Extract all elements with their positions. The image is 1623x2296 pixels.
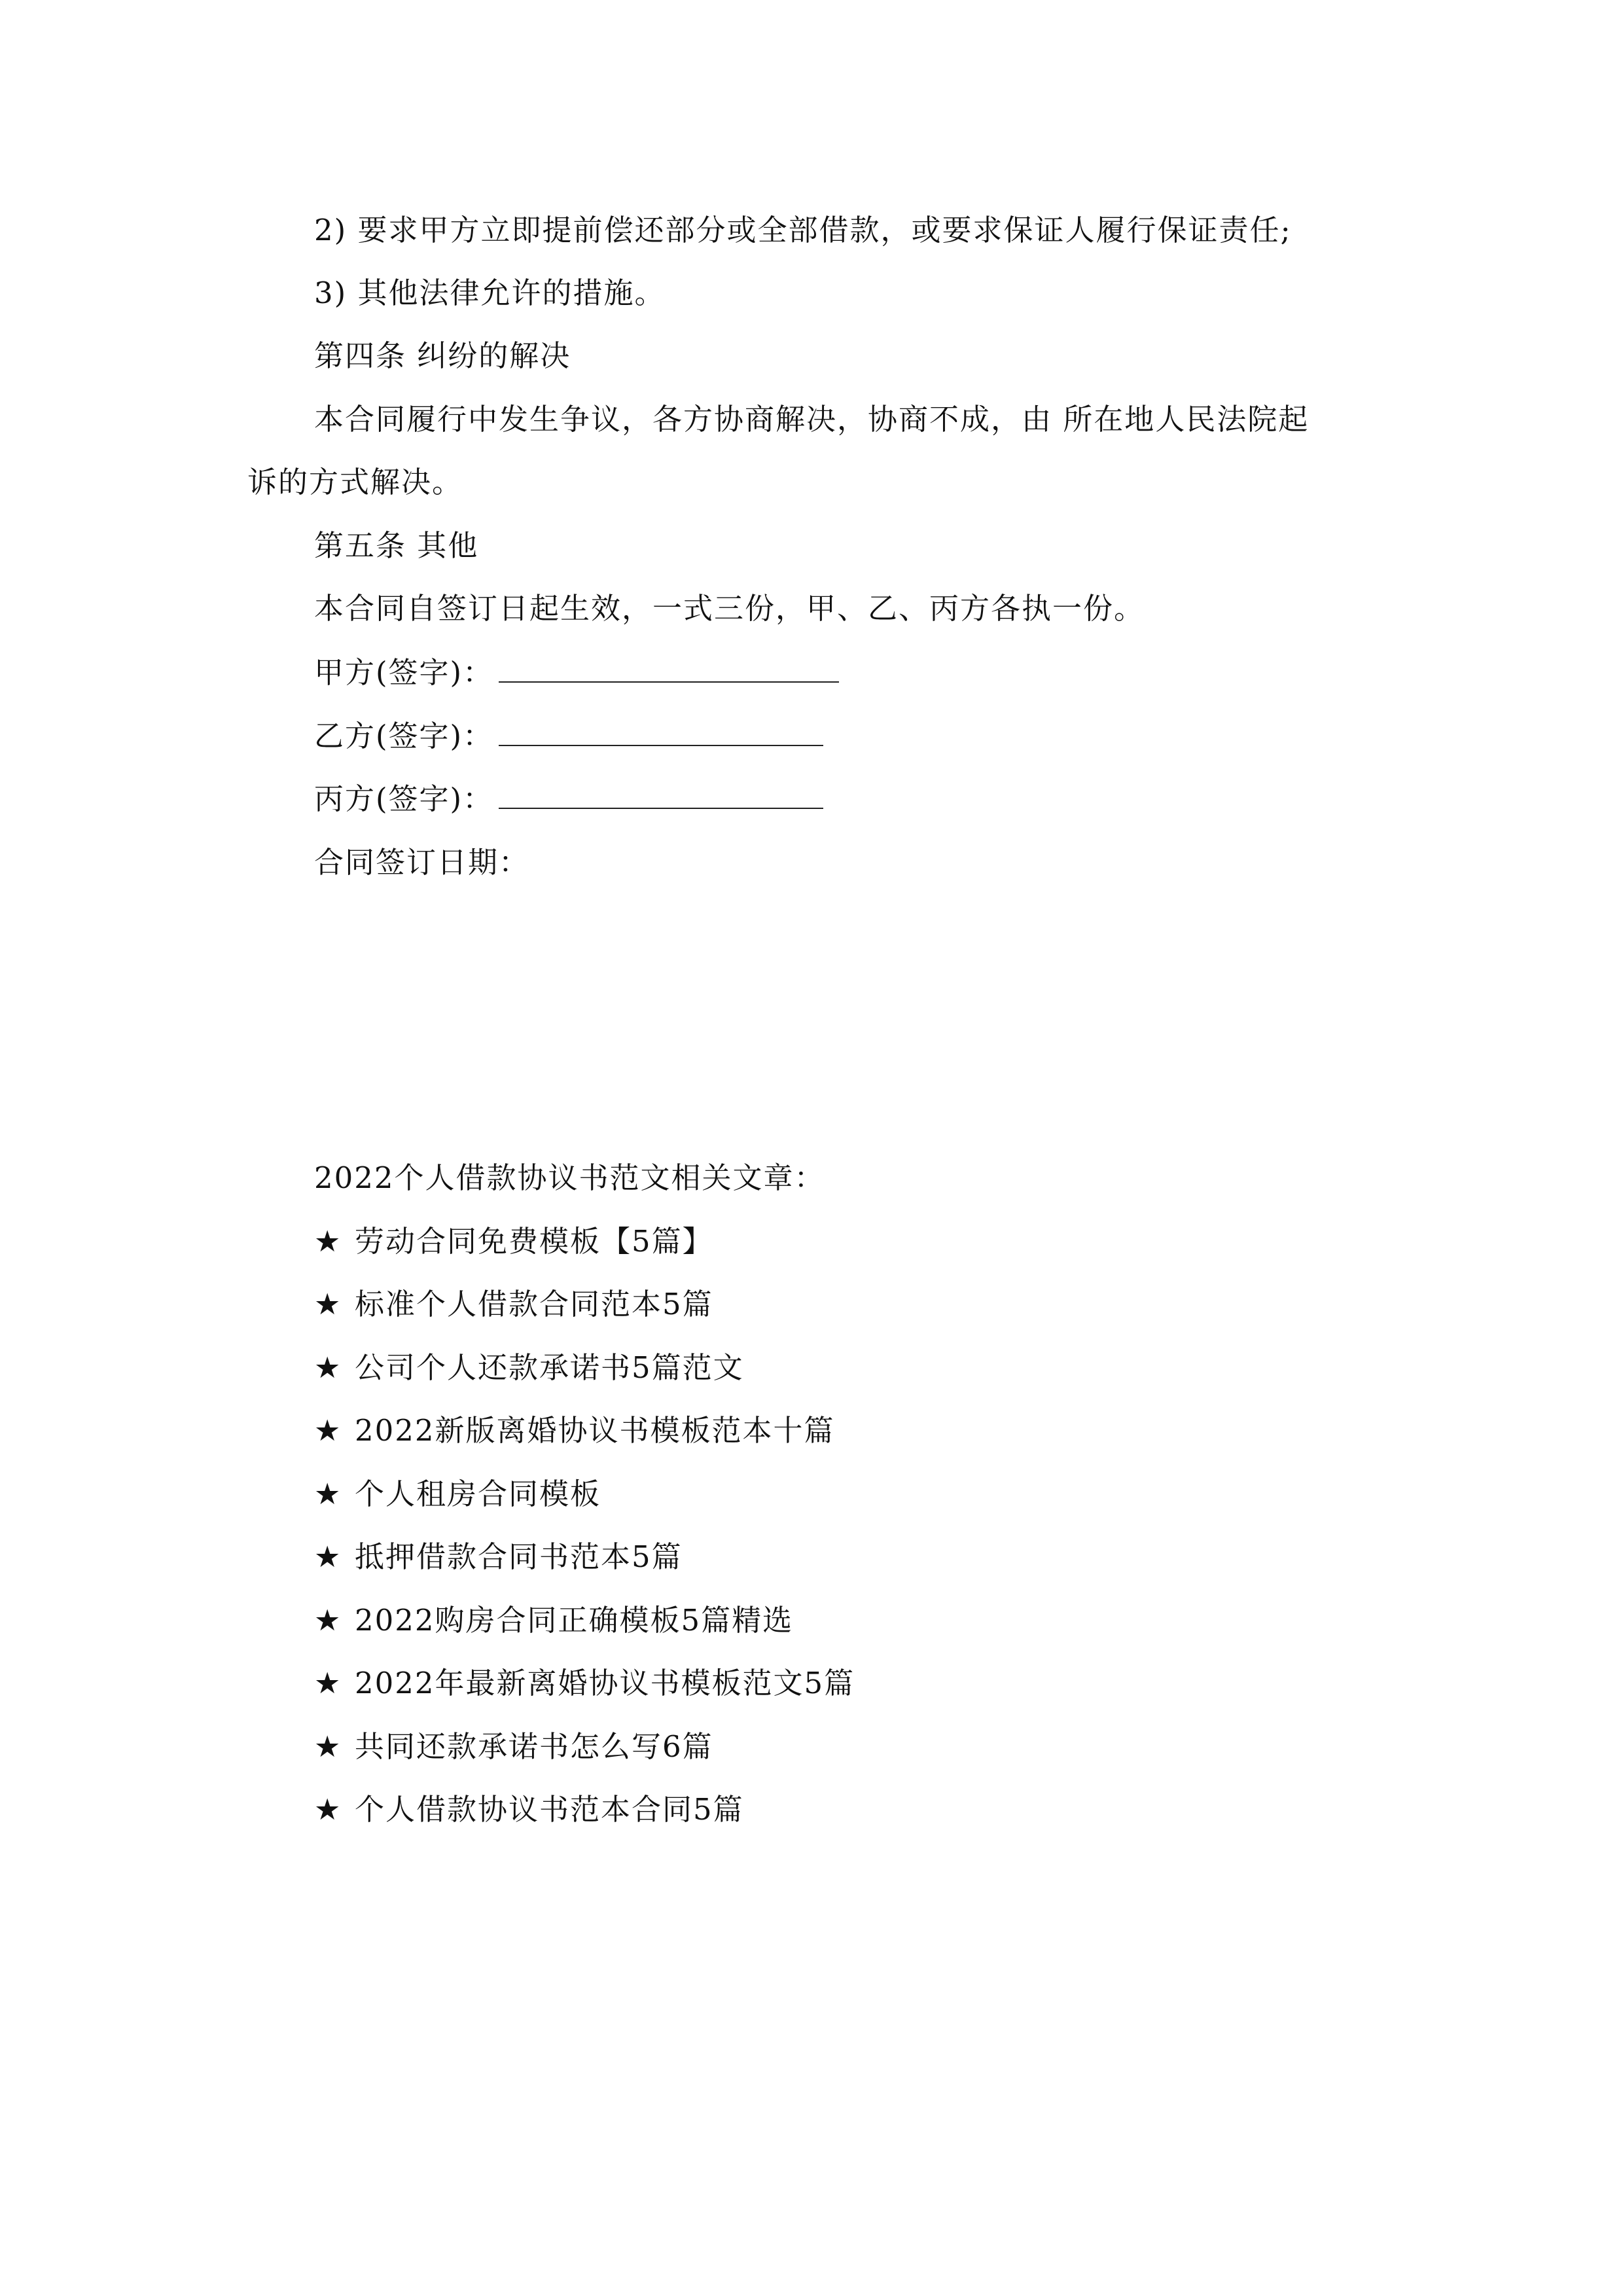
article-5-text: 本合同自签订日起生效，一式三份，甲、乙、丙方各执一份。 [314,591,1145,626]
related-articles-heading: 2022个人借款协议书范文相关文章： [314,1160,825,1195]
signature-party-a [314,653,839,692]
related-article-item[interactable] [314,1727,713,1767]
signature-party-b-label: 乙方(签字)： [314,719,494,753]
star-icon: ★ [314,1666,342,1700]
star-icon: ★ [314,1224,342,1259]
related-article-link[interactable]: 个人借款协议书范本合同5篇 [355,1792,744,1827]
article-4-text-line-1: 本合同履行中发生争议，各方协商解决，协商不成，由 所在地人民法院起 [314,402,1310,437]
related-article-item[interactable] [314,1537,683,1577]
related-article-link[interactable]: 抵押借款合同书范本5篇 [355,1539,683,1574]
related-article-link[interactable]: 劳动合同免费模板【5篇】 [355,1224,713,1259]
article-4-title: 第四条 纠纷的解决 [314,338,571,373]
star-icon: ★ [314,1539,342,1574]
signing-date-label: 合同签订日期： [314,845,530,880]
star-icon: ★ [314,1603,342,1638]
related-article-link[interactable]: 2022新版离婚协议书模板范本十篇 [355,1413,835,1448]
related-article-item[interactable] [314,1601,793,1640]
signature-party-a-label: 甲方(签字)： [314,655,494,690]
related-article-link[interactable]: 个人租房合同模板 [355,1477,601,1511]
article-5-title: 第五条 其他 [314,528,479,563]
related-article-item[interactable] [314,1285,713,1324]
signature-party-b-line [499,719,823,746]
clause-2-text: 2) 要求甲方立即提前偿还部分或全部借款，或要求保证人履行保证责任; [314,213,1292,247]
signature-party-b [314,717,823,756]
star-icon: ★ [314,1729,342,1764]
signature-party-c-label: 丙方(签字)： [314,781,494,816]
star-icon: ★ [314,1477,342,1511]
related-article-link[interactable]: 共同还款承诺书怎么写6篇 [355,1729,713,1764]
signature-party-a-line [499,655,839,683]
related-article-link[interactable]: 标准个人借款合同范本5篇 [355,1287,713,1321]
related-article-item[interactable] [314,1348,744,1388]
star-icon: ★ [314,1413,342,1448]
signature-party-c-line [499,781,823,809]
article-4-text-line-2: 诉的方式解决。 [247,465,463,499]
related-article-link[interactable]: 公司个人还款承诺书5篇范文 [355,1350,744,1385]
signature-party-c [314,780,823,819]
related-article-item[interactable] [314,1664,855,1703]
related-article-link[interactable]: 2022购房合同正确模板5篇精选 [355,1603,794,1638]
related-article-item[interactable] [314,1222,713,1261]
clause-3-text: 3) 其他法律允许的措施。 [314,276,666,310]
star-icon: ★ [314,1287,342,1321]
related-article-item[interactable] [314,1411,835,1450]
related-article-item[interactable] [314,1475,601,1514]
star-icon: ★ [314,1350,342,1385]
star-icon: ★ [314,1792,342,1827]
related-article-link[interactable]: 2022年最新离婚协议书模板范文5篇 [355,1666,855,1700]
related-article-item[interactable] [314,1790,744,1829]
